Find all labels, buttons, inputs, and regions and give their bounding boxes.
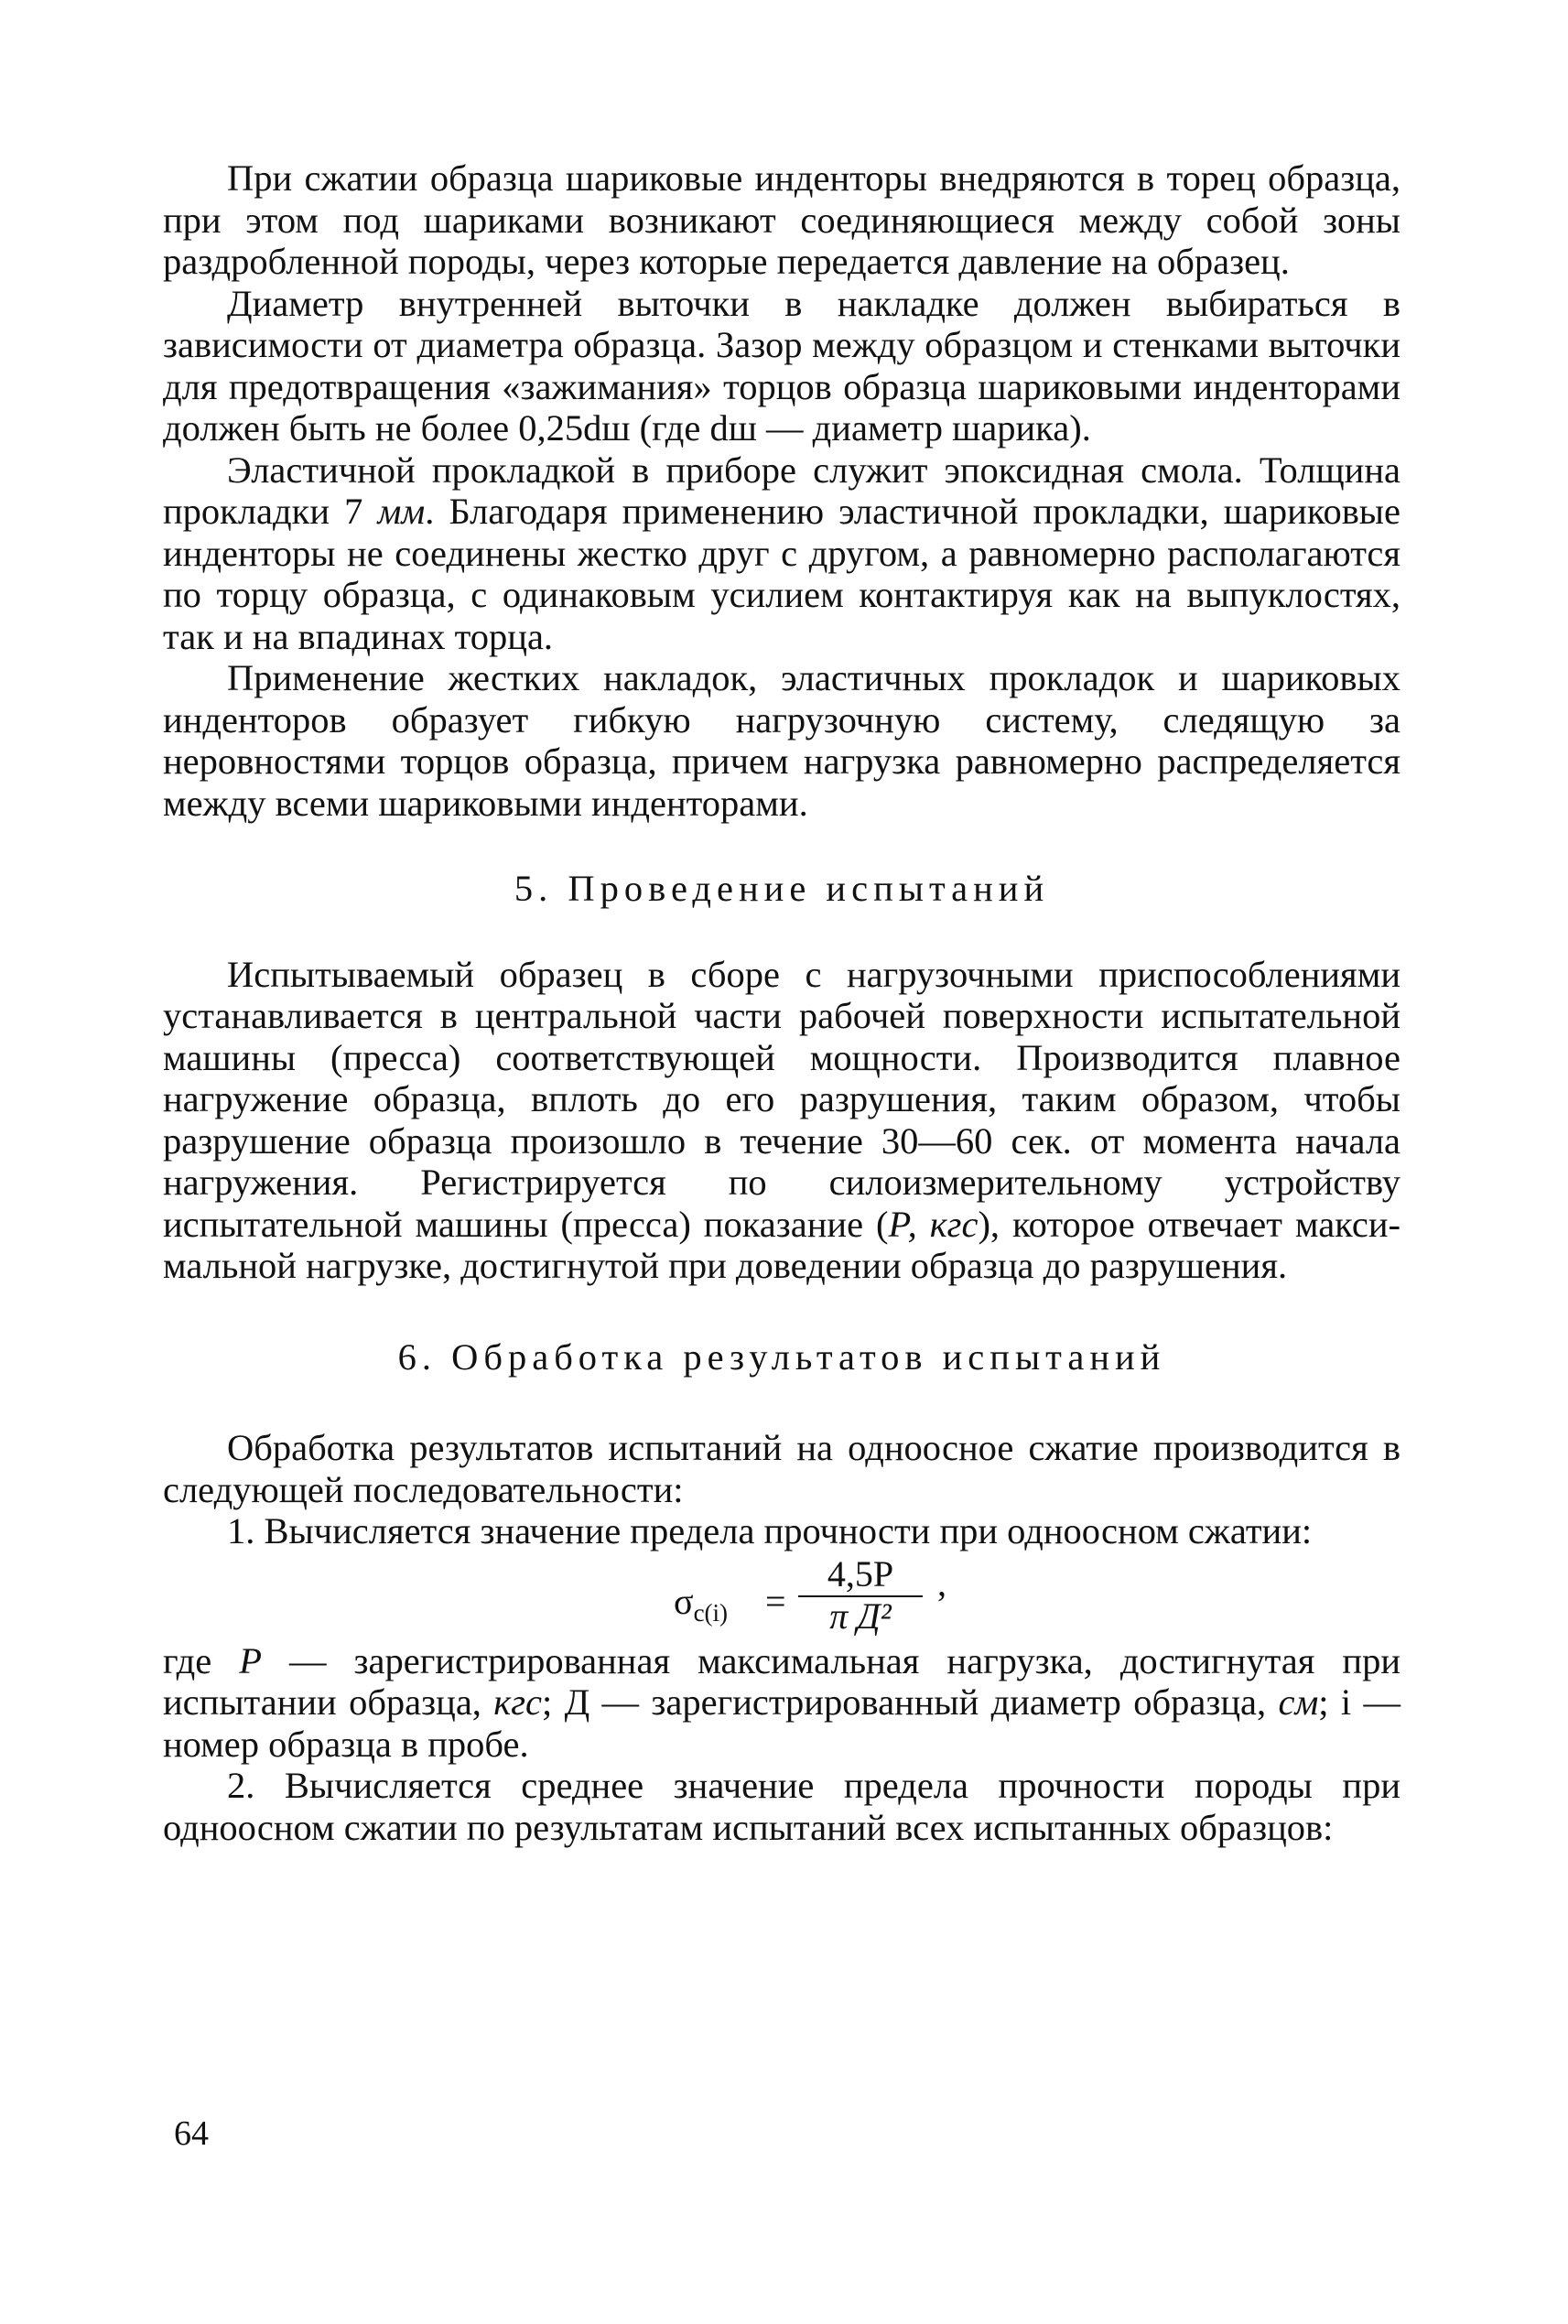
- paragraph-processing-intro: Обработка результатов испытаний на одноосное сжатие производится в следующей последовательности:: [163, 1427, 1400, 1510]
- variable-load: Р, кгс: [888, 1203, 979, 1245]
- paragraph-elastic-pad: [163, 449, 1400, 658]
- paragraph-compression: При сжатии образца шариковые инденторы внедряются в торец образца, при этом под шариками возникают соединяющиеся между собой зоны раздробленной породы, через которые передается давление на образец.: [163, 157, 1400, 282]
- paragraph-testing-text-1: Испытываемый образец в сборе с нагрузочными приспособлениями устанавливается в центральной части рабочей поверхности испытательной машины (пресса) соответствующей мощности. Производится плавное нагружение образца, вплоть до его разрушения, таким образом, чтобы разрушение образца произошло в течение 30—60 сек. от момента начала нагружения. Регистрируется по силоизмерительному устройству испытательной машины (пресса) показание (: [163, 953, 1400, 1245]
- paragraph-testing-procedure: [163, 954, 1400, 1287]
- paragraph-load-system: Применение жестких накладок, эластичных прокладок и шариковых инденторов образует гибкую нагрузочную систему, следящую за неровностями торцов образца, причем нагрузка равномерно распределяется между всеми шариковыми инденторами.: [163, 657, 1400, 824]
- legend-var-p: Р: [239, 1639, 262, 1681]
- legend-text-1: где: [163, 1639, 240, 1681]
- legend-text-3: ; Д — зарегистрированный диаметр образца,: [542, 1681, 1279, 1723]
- formula-fraction: [798, 1552, 923, 1637]
- formula-sigma: [674, 1580, 728, 1627]
- paragraph-step-1: 1. Вычисляется значение предела прочности при одноосном сжатии:: [227, 1510, 1313, 1551]
- paragraph-elastic-pad-text-2: . Благодаря применению эластичной прокладки, шариковые инденторы не соединены жестко друг с другом, а равномерно располагаются по торцу образца, с одинаковым усилием контактируя как на выпуклостях, так и на впадинах торца.: [163, 491, 1400, 657]
- formula-equals: =: [765, 1580, 786, 1622]
- paragraph-elastic-pad-text-1: Эластичной прокладкой в приборе служит эпоксидная смола. Толщина прокладки 7: [163, 449, 1400, 532]
- section-heading-testing: 5. Проведение испытаний: [514, 868, 1050, 909]
- paragraph-formula-legend: [163, 1640, 1400, 1766]
- legend-text-4: ; i — номер образца в пробе.: [163, 1681, 1400, 1765]
- paragraph-step-2: 2. Вычисляется среднее значение предела прочности породы при одноосном сжатии по результатам испытаний всех испытанных образцов:: [163, 1765, 1400, 1848]
- formula-denominator: π Д²: [829, 1594, 892, 1637]
- section-heading-processing: 6. Обработка результатов испытаний: [397, 1335, 1166, 1378]
- document-page: [163, 157, 1400, 1848]
- formula-numerator: 4,5Р: [798, 1556, 923, 1597]
- paragraph-inner-recess: Диаметр внутренней выточки в накладке должен выбираться в зависимости от диаметра образца. Зазор между образцом и стенками выточки для предотвращения «зажимания» торцов образца шариковыми инденторами должен быть не более 0,25dш (где dш — диаметр шарика).: [163, 282, 1400, 449]
- formula-sigma-symbol: σ: [674, 1580, 694, 1622]
- unit-mm: мм: [377, 491, 426, 532]
- formula-subscript: с(i): [693, 1598, 729, 1627]
- legend-unit-cm: см: [1278, 1681, 1319, 1723]
- formula-comma: ,: [937, 1562, 946, 1604]
- page-number: 64: [174, 2114, 209, 2153]
- paragraph-testing-text-2: ), которое отвечает максимальной нагрузке, достигнутой при доведении образца до разрушения.: [163, 1203, 1401, 1286]
- legend-unit-kgs: кгс: [493, 1681, 542, 1723]
- legend-text-2: — зарегистрированная максимальная нагрузка, достигнутая при испытании образца,: [163, 1639, 1400, 1723]
- strength-formula: [163, 1552, 1400, 1640]
